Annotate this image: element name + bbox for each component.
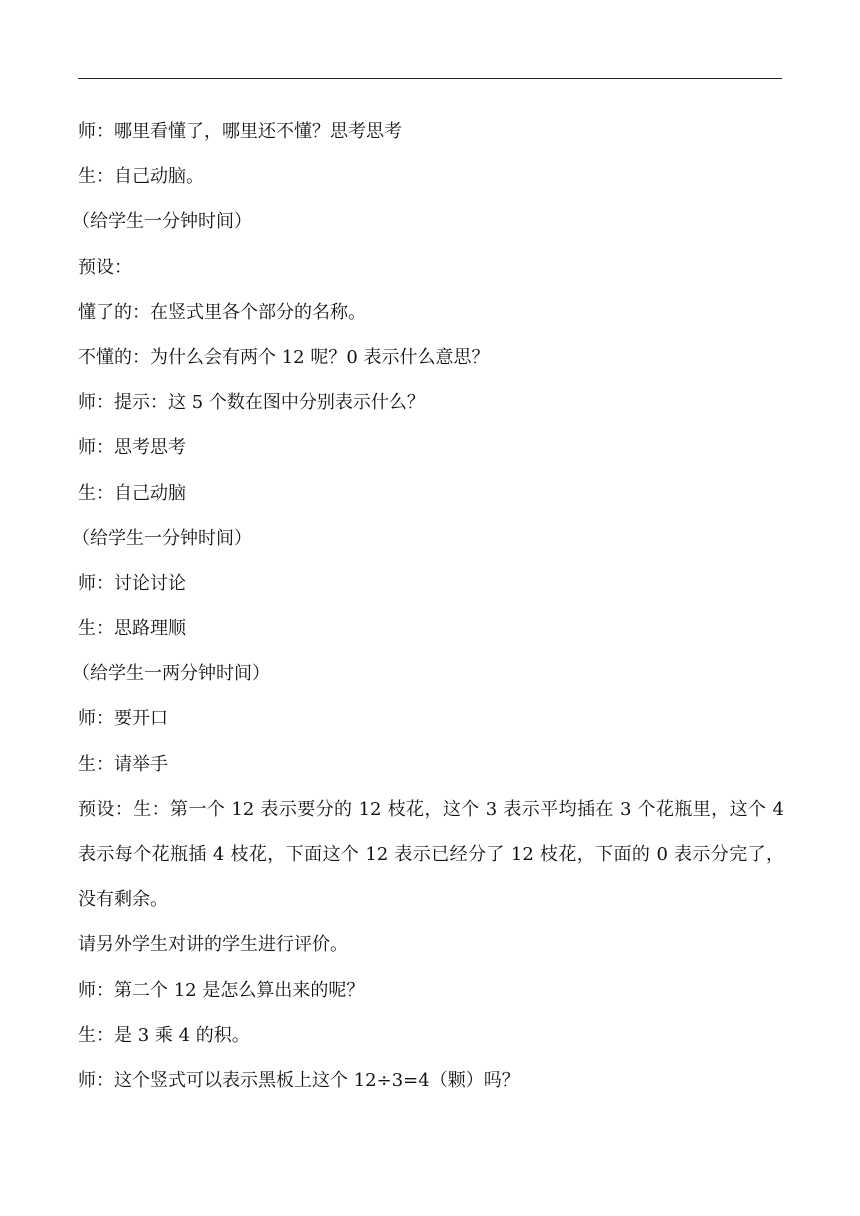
evaluation-line: 请另外学生对讲的学生进行评价。	[78, 934, 348, 956]
stage-note: （给学生一两分钟时间）	[72, 663, 270, 685]
stage-note: （给学生一分钟时间）	[72, 527, 252, 549]
student-line: 生：请举手	[78, 753, 168, 775]
document-body	[72, 109, 784, 1103]
student-line: 生：自己动脑	[78, 482, 186, 504]
preset-label: 预设：	[78, 256, 132, 278]
teacher-line: 师：思考思考	[78, 437, 186, 459]
stage-note: （给学生一分钟时间）	[72, 211, 252, 233]
teacher-line: 师：讨论讨论	[78, 572, 186, 594]
preset-paragraph: 预设：生：第一个 12 表示要分的 12 枝花，这个 3 表示平均插在 3 个花瓶里，这个 4 表示每个花瓶插 4 枝花，下面这个 12 表示已经分了 12 枝花，下面的 0 表示分完了，没有剩余。	[78, 798, 784, 911]
student-line: 生：自己动脑。	[78, 166, 204, 188]
teacher-line: 师：提示：这 5 个数在图中分别表示什么？	[78, 392, 425, 414]
teacher-line: 师：要开口	[78, 708, 168, 730]
teacher-line: 师：哪里看懂了，哪里还不懂？思考思考	[78, 121, 402, 142]
student-line: 生：是 3 乘 4 的积。	[78, 1024, 250, 1046]
teacher-line: 师：第二个 12 是怎么算出来的呢？	[78, 979, 365, 1001]
teacher-line: 师：这个竖式可以表示黑板上这个 12÷3=4（颗）吗？	[78, 1069, 520, 1091]
header-rule	[78, 78, 782, 79]
understood-line: 懂了的：在竖式里各个部分的名称。	[78, 301, 366, 323]
not-understood-line: 不懂的：为什么会有两个 12 呢？0 表示什么意思？	[78, 346, 490, 368]
student-line: 生：思路理顺	[78, 618, 186, 640]
